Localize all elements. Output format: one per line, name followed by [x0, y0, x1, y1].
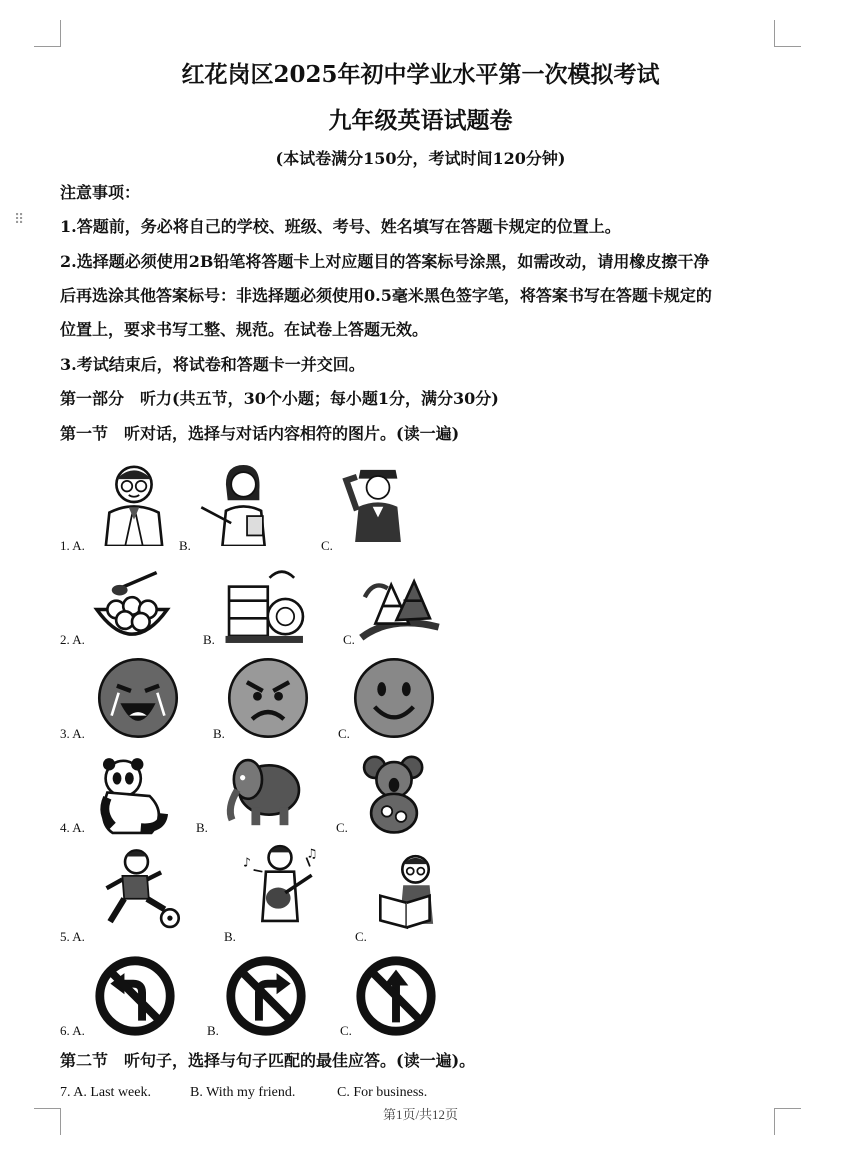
q5-option-b-label: B. [224, 929, 236, 944]
police-officer-icon [334, 454, 422, 542]
q7-option-c: C. For business. [337, 1085, 428, 1100]
playing-guitar-icon [236, 840, 324, 928]
instruction-2-line-1: 2.选择题必须使用2B铅笔将答题卡上对应题目的答案标号涂黑，如需改动，请用橡皮擦干净 [60, 252, 710, 271]
q2-option-c-label: C. [343, 632, 355, 647]
q4-option-c-label: C. [336, 820, 348, 835]
instructions-heading: 注意事项： [60, 183, 141, 202]
q6-option-c-label: C. [340, 1023, 352, 1038]
zongzi-icon [356, 562, 444, 650]
elephant-icon [218, 746, 306, 834]
q3-option-a-label: 3. A. [60, 726, 85, 741]
exam-title: 红花岗区2025年初中学业水平第一次模拟考试 [181, 61, 660, 88]
q2-option-a-label: 2. A. [60, 632, 85, 647]
section2-heading: 第二节 听句子，选择与句子匹配的最佳应答。(读一遍)。 [60, 1051, 476, 1070]
koala-icon [350, 748, 438, 836]
teacher-icon [196, 458, 284, 546]
part1-heading: 第一部分 听力(共五节，30个小题；每小题1分，满分30分) [60, 389, 499, 408]
instruction-2-line-3: 位置上，要求书写工整、规范。在试卷上答题无效。 [60, 320, 429, 339]
q6-option-a-label: 6. A. [60, 1023, 85, 1038]
q5-option-a-label: 5. A. [60, 929, 85, 944]
q6-option-b-label: B. [207, 1023, 219, 1038]
smiling-face-icon [350, 654, 438, 742]
mooncake-icon [222, 562, 310, 650]
svg-text:♫: ♫ [306, 846, 318, 861]
q2-option-b-label: B. [203, 632, 215, 647]
exam-subtitle: 九年级英语试题卷 [328, 107, 513, 134]
q7-option-b: B. With my friend. [190, 1085, 296, 1100]
playing-football-icon [96, 846, 184, 934]
crying-face-icon [94, 654, 182, 742]
reading-book-icon [368, 850, 456, 938]
q3-option-c-label: C. [338, 726, 350, 741]
q1-option-b-label: B. [179, 538, 191, 553]
no-left-turn-icon [91, 952, 179, 1040]
crop-mark-top-right [774, 20, 801, 47]
instruction-3: 3.考试结束后，将试卷和答题卡一并交回。 [60, 355, 365, 374]
exam-note: (本试卷满分150分，考试时间120分钟) [275, 149, 566, 168]
q3-option-b-label: B. [213, 726, 225, 741]
q7-option-a: 7. A. Last week. [60, 1085, 151, 1100]
no-right-turn-icon [222, 952, 310, 1040]
doctor-icon [90, 458, 178, 546]
instruction-1: 1.答题前，务必将自己的学校、班级、考号、姓名填写在答题卡规定的位置上。 [60, 217, 621, 236]
section1-heading: 第一节 听对话，选择与对话内容相符的图片。(读一遍) [60, 424, 460, 443]
q1-option-c-label: C. [321, 538, 333, 553]
q5-option-c-label: C. [355, 929, 367, 944]
q4-option-a-label: 4. A. [60, 820, 85, 835]
q1-option-a-label: 1. A. [60, 538, 85, 553]
panda-icon [88, 752, 176, 840]
tangyuan-icon [88, 562, 176, 650]
page-number: 第1页/共12页 [382, 1107, 459, 1122]
instruction-2-line-2: 后再选涂其他答案标号：非选择题必须使用0.5毫米黑色签字笔，将答案书写在答题卡规定的 [60, 286, 712, 305]
q4-option-b-label: B. [196, 820, 208, 835]
angry-face-icon [224, 654, 312, 742]
drag-handle-icon[interactable]: ⠿ [14, 212, 23, 228]
svg-text:♪: ♪ [243, 855, 251, 870]
no-straight-icon [352, 952, 440, 1040]
crop-mark-top-left [34, 20, 61, 47]
